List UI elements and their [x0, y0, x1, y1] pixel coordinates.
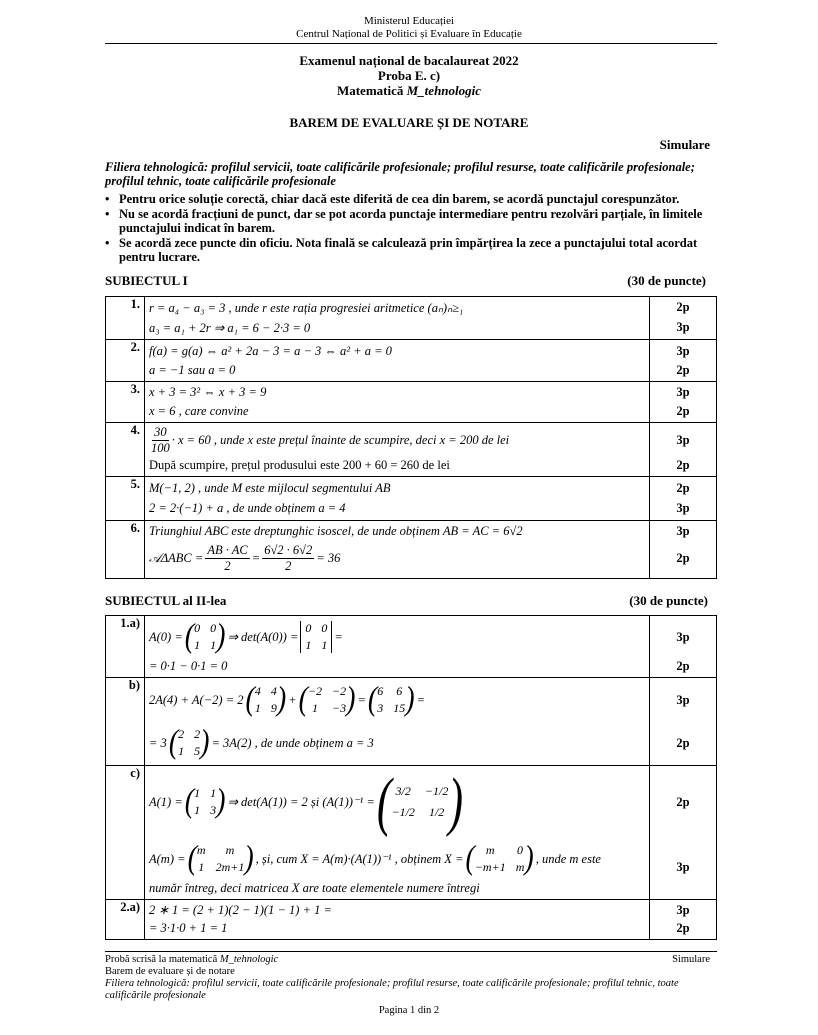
inverse-matrix: ( 3/2 −1/2 −1/2 1/2 ) [376, 764, 463, 838]
solution-cell [145, 521, 650, 579]
solution-line: 2 = 2·(−1) + a , de unde obținem a = 4 [149, 501, 346, 515]
solution-line: $\frac{30}{100}$ · x = 60 , unde x este prețul înainte de scumpire, deci x = 200 de lei [151, 424, 510, 455]
matrix: ( −2 −2 1 −3 ) [298, 680, 356, 718]
solution-line: 2A(4) + A(−2) = 2 ( 4 4 1 9 ) + ( −2 −2 1 −3 ) = ( 6 6 3 15 ) = [149, 680, 426, 718]
footer-filiera: Filiera tehnologică: profilul servicii, toate calificările profesionale; profilul resurse, toate calificările profesionale; profilul tehnic, toate calificările profesionale [105, 978, 679, 1001]
item-number: c) [106, 766, 145, 900]
exam-proba: Proba E. c) [377, 68, 441, 83]
solution-line: A(1) = ( 1 1 1 3 ) ⇒ det(A(1)) = 2 și (A(1))⁻¹ = ( 3/2 −1/2 −1/2 1/2 ) [149, 764, 463, 838]
item-number: 1. [106, 297, 145, 340]
solution-line: = 3·1·0 + 1 = 1 [149, 921, 228, 935]
table-row [106, 521, 717, 579]
solution-cell [145, 382, 650, 423]
matrix: ( m m 1 2m+1 ) [187, 839, 254, 877]
footer-divider [105, 951, 717, 952]
points-cell: 3p 2p [650, 678, 717, 766]
page-number: Pagina 1 din 2 [378, 1005, 440, 1016]
subiect1-table [105, 296, 717, 579]
matrix: ( m 0 −m+1 m ) [465, 839, 534, 877]
matrix: ( 6 6 3 15 ) [367, 680, 415, 718]
subiect1-title: SUBIECTUL I [105, 273, 188, 288]
barem-title: BAREM DE EVALUARE ȘI DE NOTARE [289, 115, 529, 130]
solution-line: A(0) = ( 0 0 1 1 ) ⇒ det(A(0)) = 0 0 1 1 = [149, 617, 343, 655]
points-cell: 3p 2p [650, 616, 717, 678]
solution-cell [145, 766, 650, 900]
instruction-3: • Se acordă zece puncte din oficiu. Nota finală se calculează prin împărțirea la zece a punctajului total acordat pentru lucrare. [105, 236, 698, 264]
ministry-name: Ministerul Educației [363, 15, 455, 27]
solution-cell [145, 616, 650, 678]
simulare-label: Simulare [659, 137, 710, 152]
solution-cell [145, 678, 650, 766]
solution-line: 𝒜ΔABC = $\frac{AB \cdot AC}{2}$ = $\frac{6√2 \cdot 6√2}{2}$ = 36 [149, 543, 341, 573]
points-cell: 2p 3p [650, 477, 717, 521]
exam-subject: Matematică M_tehnologic [336, 83, 482, 98]
matrix: ( 0 0 1 1 ) [184, 617, 226, 655]
instruction-1: • Pentru orice soluție corectă, chiar dacă este diferită de cea din barem, se acordă punctajul corespunzător. [105, 192, 680, 206]
matrix: ( 4 4 1 9 ) [245, 680, 287, 718]
solution-line: A(m) = ( m m 1 2m+1 ) , și, cum X = A(m)·(A(1))⁻¹ , obținem X = ( m 0 −m+1 m ) , unde m este [149, 839, 601, 877]
points-cell: 3p 2p [650, 423, 717, 477]
solution-line: M(−1, 2) , unde M este mijlocul segmentului AB [149, 480, 391, 495]
solution-cell [145, 900, 650, 940]
item-number: b) [106, 678, 145, 766]
subiect2-points: (30 de puncte) [629, 593, 708, 608]
table-row [106, 900, 717, 940]
solution-line: 2 ∗ 1 = (2 + 1)(2 − 1)(1 − 1) + 1 = [149, 903, 332, 917]
item-number: 2.a) [106, 900, 145, 940]
header-divider [105, 43, 717, 44]
points-cell: 3p 2p [650, 521, 717, 579]
item-number: 3. [106, 382, 145, 423]
points-cell: 2p 3p [650, 766, 717, 900]
points-cell: 3p 2p [650, 340, 717, 382]
matrix: ( 2 2 1 5 ) [168, 723, 210, 761]
points-cell: 3p 2p [650, 382, 717, 423]
points-cell: 2p 3p [650, 297, 717, 340]
subiect1-points: (30 de puncte) [627, 273, 706, 288]
table-row [106, 678, 717, 766]
solution-line: a₃ = a₁ + 2r ⇒ a₁ = 6 − 2·3 = 0 [149, 320, 311, 335]
solution-line: f(a) = g(a) ⇔ a² + 2a − 3 = a − 3 ⇔ a² + a = 0 [149, 343, 392, 358]
footer-simulare: Simulare [672, 954, 710, 965]
footer-proba: Probă scrisă la matematică M_tehnologic [105, 954, 279, 965]
item-number: 4. [106, 423, 145, 477]
solution-cell [145, 297, 650, 340]
table-row [106, 477, 717, 521]
item-number: 1.a) [106, 616, 145, 678]
solution-line: x = 6 , care convine [149, 403, 249, 418]
solution-line: = 3 ( 2 2 1 5 ) = 3A(2) , de unde obținem a = 3 [149, 723, 374, 761]
matrix: ( 1 1 1 3 ) [184, 782, 226, 820]
determinant: 0 0 1 1 [300, 621, 332, 653]
item-number: 5. [106, 477, 145, 521]
footer-barem: Barem de evaluare și de notare [105, 966, 235, 977]
table-row [106, 340, 717, 382]
subiect2-title: SUBIECTUL al II-lea [105, 593, 227, 608]
solution-line: a = −1 sau a = 0 [149, 363, 236, 377]
solution-line: r = a₄ − a₃ = 3 , unde r este rația progresiei aritmetice (aₙ)ₙ≥₁ [149, 300, 464, 315]
solution-line: x + 3 = 3² ⇔ x + 3 = 9 [149, 384, 267, 399]
table-row [106, 297, 717, 340]
filiera-text: Filiera tehnologică: profilul servicii, toate calificările profesionale; profilul resurse, toate calificările profesionale; profilul tehnic, toate calificările profesionale [105, 160, 695, 188]
table-row [106, 382, 717, 423]
solution-cell [145, 423, 650, 477]
solution-line: Triunghiul ABC este dreptunghic isoscel, de unde obținem AB = AC = 6√2 [149, 523, 523, 538]
instruction-2: • Nu se acordă fracțiuni de punct, dar se pot acorda punctaje intermediare pentru rezolvări parțiale, în limitele punctajului indicat în barem. [105, 207, 703, 235]
item-number: 2. [106, 340, 145, 382]
item-number: 6. [106, 521, 145, 579]
table-row [106, 766, 717, 900]
solution-cell [145, 340, 650, 382]
solution-line: = 0·1 − 0·1 = 0 [149, 659, 228, 673]
table-row [106, 423, 717, 477]
solution-line: După scumpire, prețul produsului este 200 + 60 = 260 de lei [149, 458, 450, 472]
subiect2-table [105, 615, 717, 940]
points-cell: 3p 2p [650, 900, 717, 940]
center-name: Centrul Național de Politici și Evaluare în Educație [296, 28, 522, 40]
table-row [106, 616, 717, 678]
exam-title: Examenul național de bacalaureat 2022 [299, 53, 519, 68]
solution-cell [145, 477, 650, 521]
solution-line: număr întreg, deci matricea X are toate elementele numere întregi [149, 880, 480, 895]
